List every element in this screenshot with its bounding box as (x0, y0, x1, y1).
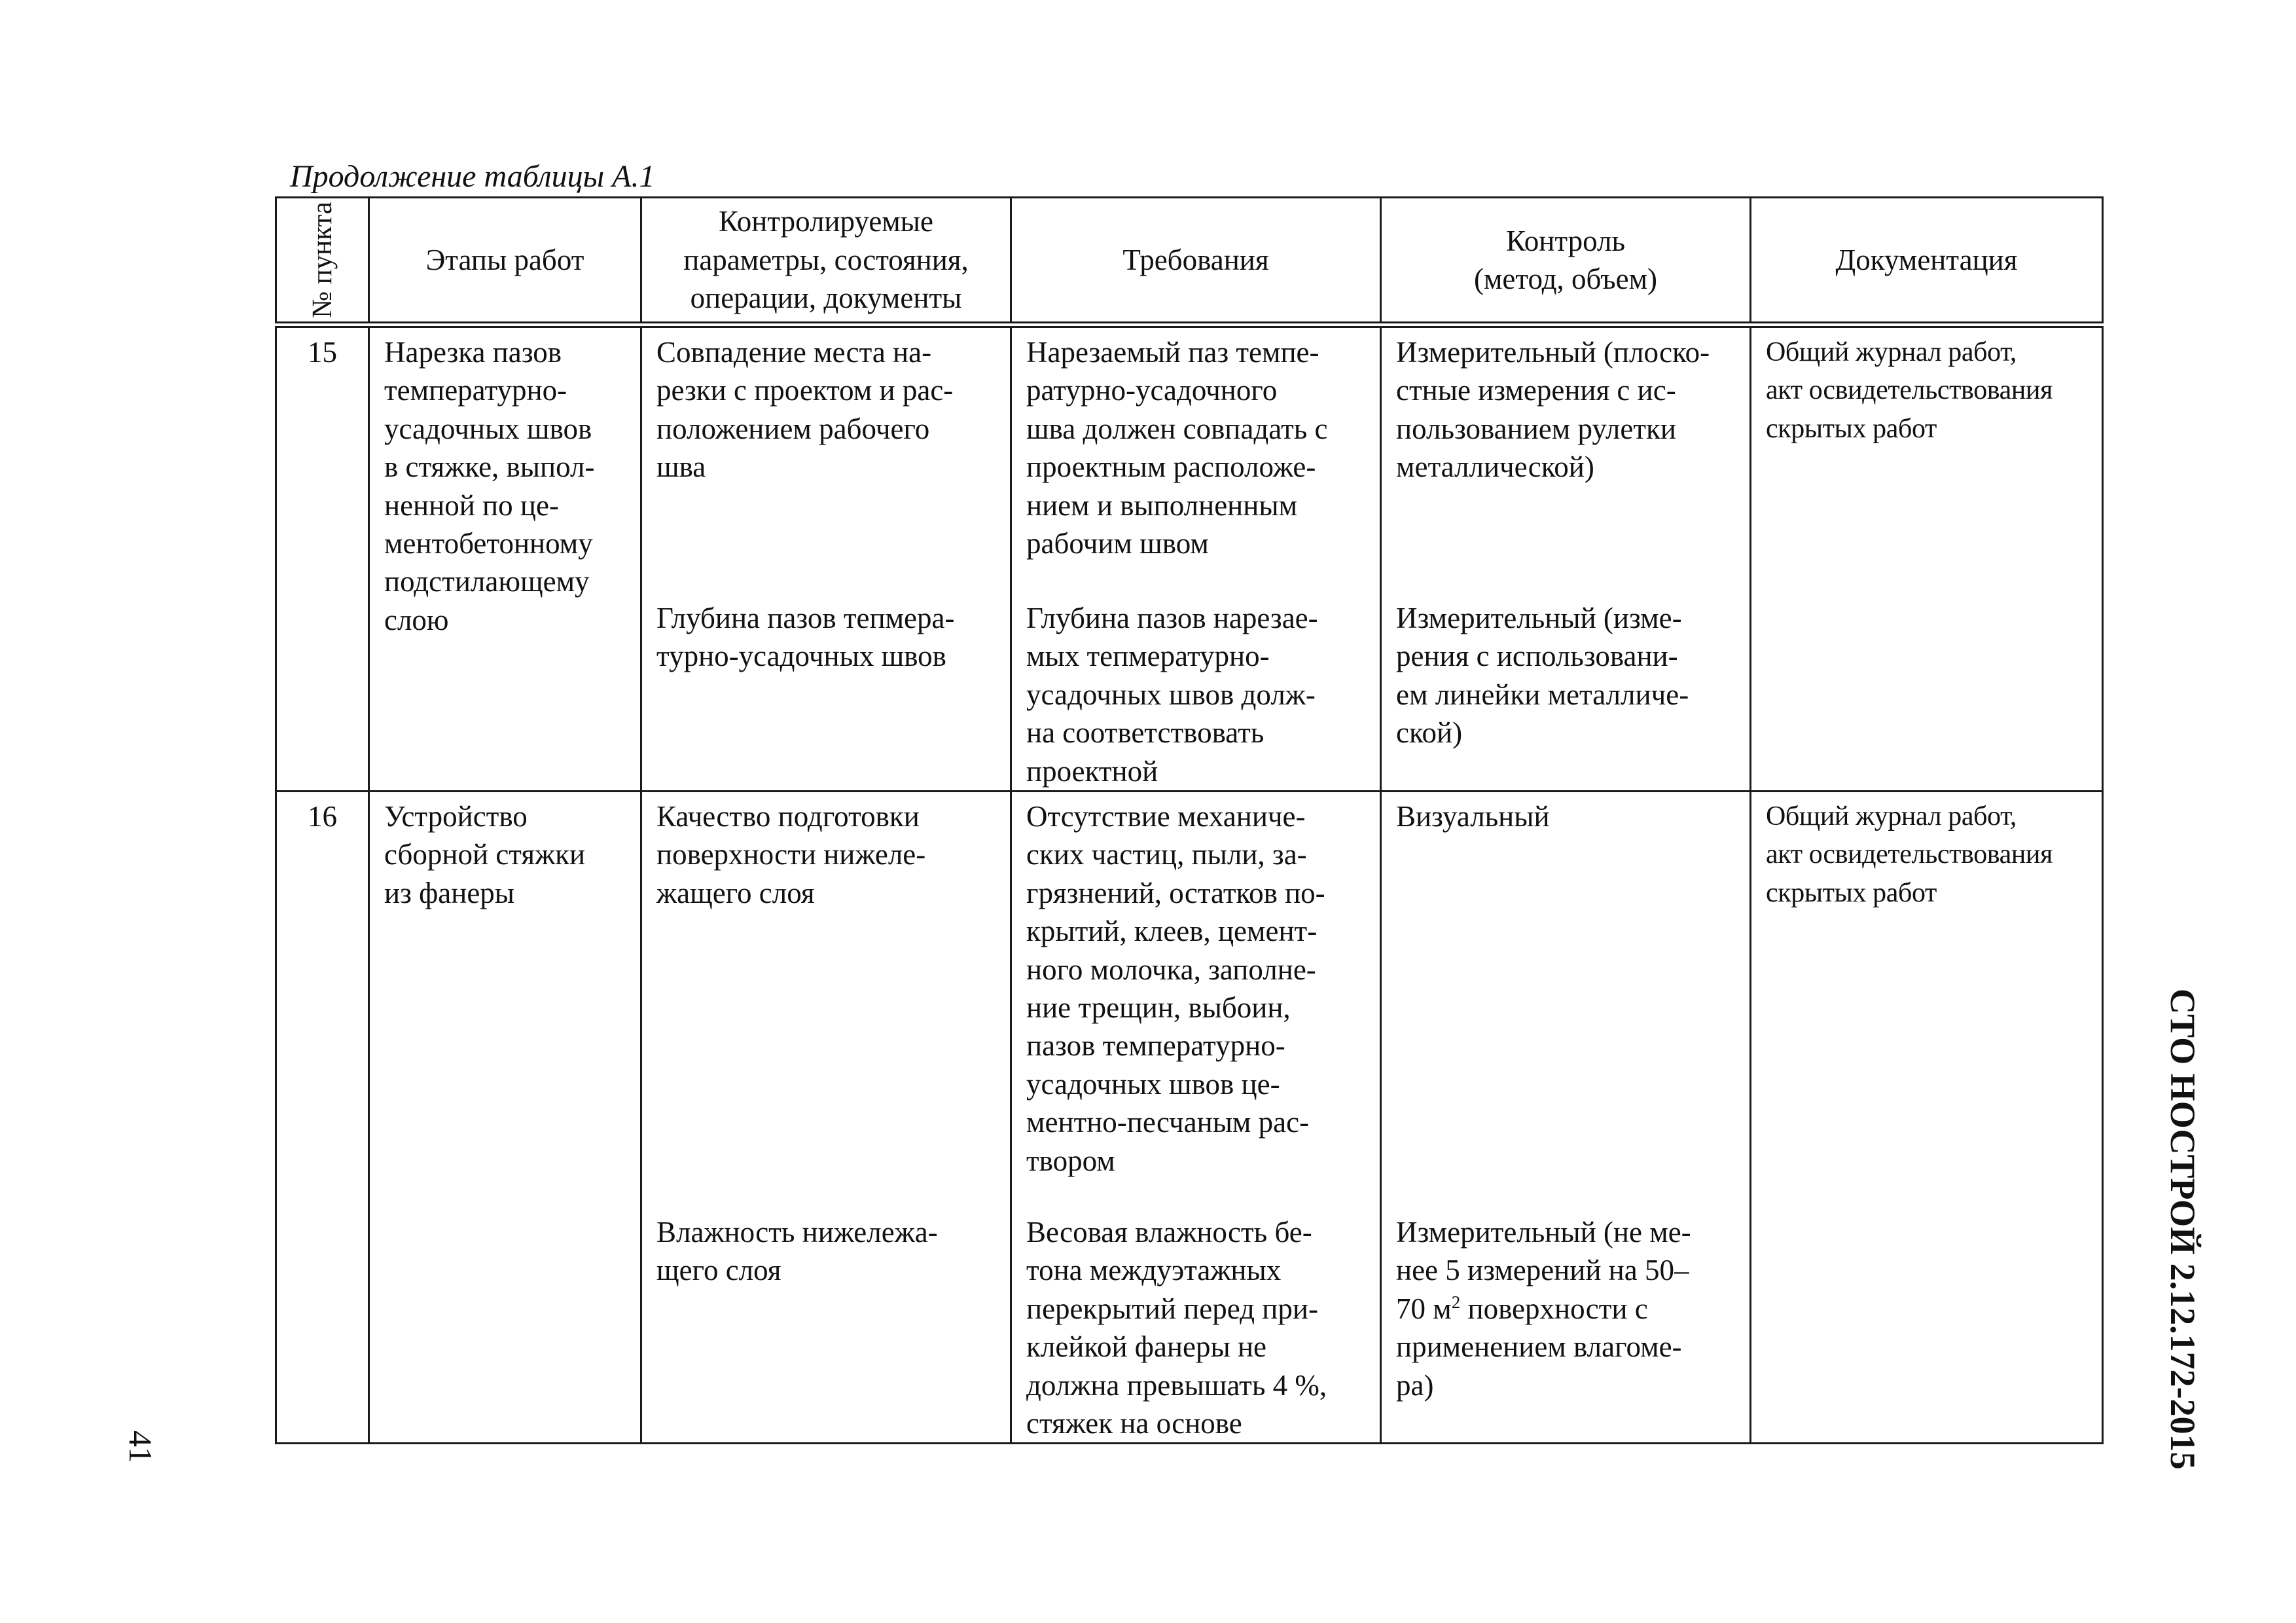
table-row (276, 792, 2103, 1444)
row-params (641, 325, 1011, 792)
header-documentation: Документация (1751, 198, 2103, 325)
param-item: Глубина пазов тепмера- турно-усадочных швов (656, 602, 955, 673)
table-caption: Продолжение таблицы А.1 (290, 159, 655, 194)
row-params (641, 792, 1011, 1444)
header-stages: Этапы работ (369, 198, 641, 325)
row-requirements (1011, 792, 1381, 1444)
control-line: применением влагоме- ра) (1396, 1330, 1682, 1402)
control-line: Измерительный (не ме- нее 5 измерений на 50– (1396, 1216, 1691, 1287)
param-item: Влажность нижележа- щего слоя (656, 1216, 938, 1287)
control-item: Измерительный (плоско- стные измерения с ис- пользованием рулетки металлической) (1396, 336, 1710, 484)
document-code: СТО НОСТРОЙ 2.12.172-2015 (2163, 989, 2202, 1470)
requirement-item: Весовая влажность бе- тона междуэтажных перекрытий перед при- клейкой фанеры не должна превышать 4 %, стяжек на основе (1026, 1216, 1327, 1440)
header-control: Контроль (метод, объем) (1381, 198, 1751, 325)
param-item: Совпадение места на- резки с проектом и рас- положением рабочего шва (656, 336, 954, 484)
requirement-item: Нарезаемый паз темпе- ратурно-усадочного шва должен совпадать с проектным расположе- нием и выполненным рабочим швом (1026, 336, 1328, 560)
header-num-label: № пункта (306, 201, 338, 319)
control-item (1396, 1213, 1738, 1404)
page-number: 41 (122, 1431, 159, 1463)
header-num (276, 198, 369, 325)
control-fragment: 70 м (1396, 1292, 1452, 1325)
requirement-item: Отсутствие механиче- ских частиц, пыли, за- грязнений, остатков по- крытий, клеев, цемент- ного молочка, заполне- ние трещин, выбоин, пазов температурно- усадочных швов це- ментно-песчаным рас- твором (1026, 800, 1325, 1177)
row-stage: Нарезка пазов температурно- усадочных швов в стяжке, выпол- ненной по це- ментобетонному подстилающему слою (369, 325, 641, 792)
row-control (1381, 325, 1751, 792)
table-header-row (276, 198, 2103, 325)
row-control (1381, 792, 1751, 1444)
control-item: Измерительный (изме- рения с использовани- ем линейки металличе- ской) (1396, 602, 1689, 750)
control-line (1396, 1290, 1738, 1328)
param-item: Качество подготовки поверхности нижеле- жащего слоя (656, 800, 926, 909)
header-requirements: Требования (1011, 198, 1381, 325)
superscript-exponent: 2 (1451, 1292, 1461, 1312)
control-fragment: поверхности с (1460, 1292, 1648, 1325)
row-number: 16 (276, 792, 369, 1444)
row-documentation: Общий журнал работ, акт освидетельствования скрытых работ (1751, 792, 2103, 1444)
row-requirements (1011, 325, 1381, 792)
requirement-item: Глубина пазов нарезае- мых тепмературно- усадочных швов долж- на соответствовать проектной (1026, 602, 1318, 788)
control-item: Визуальный (1396, 800, 1550, 833)
table-row (276, 325, 2103, 792)
control-table (275, 196, 2104, 1444)
header-params: Контролируемые параметры, состояния, операции, документы (641, 198, 1011, 325)
row-number: 15 (276, 325, 369, 792)
row-stage: Устройство сборной стяжки из фанеры (369, 792, 641, 1444)
row-documentation: Общий журнал работ, акт освидетельствования скрытых работ (1751, 325, 2103, 792)
